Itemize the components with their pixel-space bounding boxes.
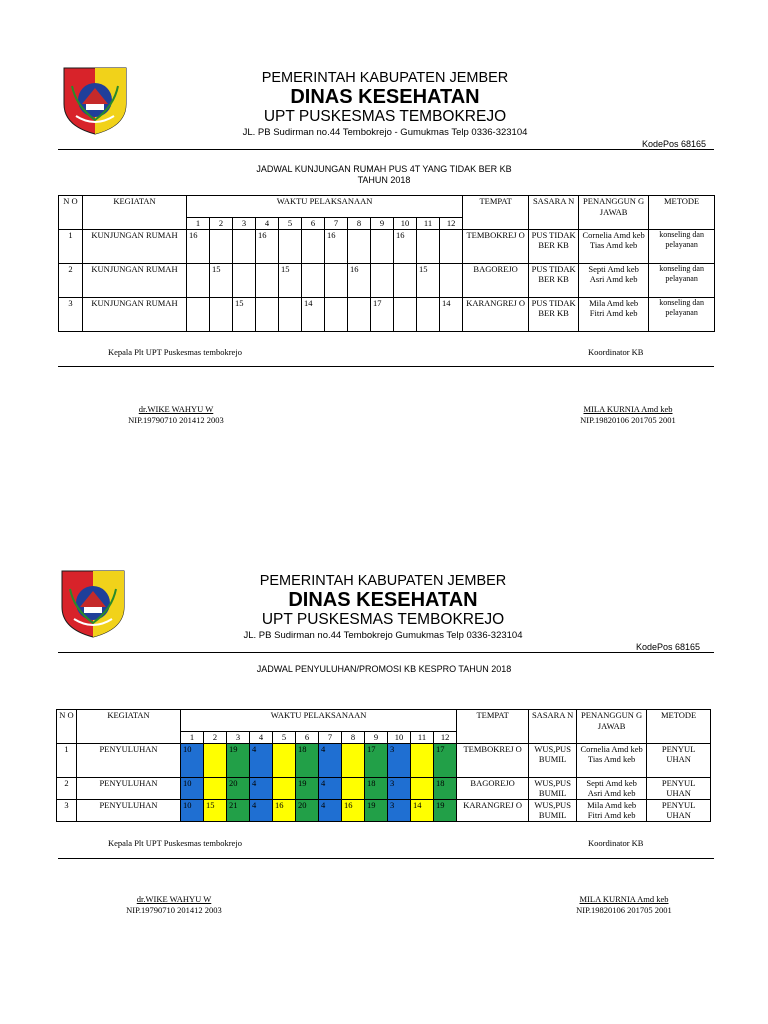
row-no: 3 (57, 799, 77, 821)
table-row (59, 229, 715, 263)
schedule-cell (394, 297, 417, 331)
row-sasaran: WUS,PUS BUMIL (529, 743, 577, 777)
schedule-cell: 19 (365, 799, 388, 821)
row-pj: Septi Amd keb Asri Amd keb (577, 777, 647, 799)
schedule-cell: 20 (227, 777, 250, 799)
month-7: 7 (319, 732, 342, 744)
header-metode: METODE (647, 710, 711, 744)
sign-right-name: MILA KURNIA Amd keb (583, 404, 673, 414)
address: JL. PB Sudirman no.44 Tembokrejo Gumukmas Telp 0336-323104 (243, 630, 523, 641)
header-divider (58, 149, 714, 150)
schedule-cell: 10 (181, 743, 204, 777)
schedule-cell: 16 (273, 799, 296, 821)
row-no: 2 (59, 263, 83, 297)
row-no: 1 (57, 743, 77, 777)
month-9: 9 (365, 732, 388, 744)
schedule-cell (325, 297, 348, 331)
header-sasaran: SASARA N (529, 196, 579, 230)
month-4: 4 (256, 218, 279, 230)
table-row (59, 263, 715, 297)
month-1: 1 (187, 218, 210, 230)
row-no: 2 (57, 777, 77, 799)
schedule-cell (417, 297, 440, 331)
header-sasaran: SASARA N (529, 710, 577, 744)
schedule-cell: 10 (181, 799, 204, 821)
row-sasaran: WUS,PUS BUMIL (529, 777, 577, 799)
month-6: 6 (296, 732, 319, 744)
month-10: 10 (388, 732, 411, 744)
row-tempat: BAGOREJO (457, 777, 529, 799)
schedule-cell (256, 297, 279, 331)
row-tempat: KARANGREJ O (463, 297, 529, 331)
letterhead (200, 70, 570, 139)
schedule-cell (411, 777, 434, 799)
schedule-cell: 17 (365, 743, 388, 777)
sign-right-title: Koordinator KB (588, 838, 644, 848)
row-kegiatan: KUNJUNGAN RUMAH (83, 263, 187, 297)
table-header-row (57, 710, 711, 732)
sign-right-nip: NIP.19820106 201705 2001 (580, 415, 676, 425)
header-waktu: WAKTU PELAKSANAAN (181, 710, 457, 732)
schedule-cell: 15 (417, 263, 440, 297)
month-5: 5 (273, 732, 296, 744)
schedule-cell (187, 263, 210, 297)
month-2: 2 (204, 732, 227, 744)
schedule-cell (325, 263, 348, 297)
schedule-cell (440, 263, 463, 297)
schedule-cell (302, 263, 325, 297)
table-row (57, 799, 711, 821)
row-pj: Cornelia Amd keb Tias Amd keb (577, 743, 647, 777)
schedule-cell: 4 (319, 799, 342, 821)
header-no: N O (59, 196, 83, 230)
schedule-cell (440, 229, 463, 263)
row-pj: Mila Amd keb Fitri Amd keb (577, 799, 647, 821)
schedule-cell (279, 229, 302, 263)
schedule-cell: 16 (187, 229, 210, 263)
header-pj: PENANGGUN G JAWAB (579, 196, 649, 230)
row-tempat: KARANGREJ O (457, 799, 529, 821)
row-sasaran: PUS TIDAK BER KB (529, 263, 579, 297)
schedule-cell: 16 (348, 263, 371, 297)
schedule-cell (233, 229, 256, 263)
row-tempat: TEMBOKREJ O (457, 743, 529, 777)
sign-right-block (544, 894, 704, 916)
month-11: 11 (417, 218, 440, 230)
schedule-cell: 3 (388, 743, 411, 777)
schedule-cell: 14 (302, 297, 325, 331)
signature-divider (58, 366, 714, 367)
schedule-cell: 4 (250, 799, 273, 821)
schedule-cell (279, 297, 302, 331)
table-row (57, 777, 711, 799)
row-pj: Cornelia Amd keb Tias Amd keb (579, 229, 649, 263)
gov-name: PEMERINTAH KABUPATEN JEMBER (261, 70, 509, 86)
row-kegiatan: PENYULUHAN (77, 799, 181, 821)
month-2: 2 (210, 218, 233, 230)
row-sasaran: PUS TIDAK BER KB (529, 297, 579, 331)
address: JL. PB Sudirman no.44 Tembokrejo - Gumukmas Telp 0336-323104 (242, 127, 528, 138)
schedule-cell: 15 (233, 297, 256, 331)
jember-emblem-icon (60, 569, 126, 639)
schedule-cell (204, 743, 227, 777)
row-metode: konseling dan pelayanan (649, 263, 715, 297)
schedule-cell (210, 229, 233, 263)
header-kegiatan: KEGIATAN (83, 196, 187, 230)
month-11: 11 (411, 732, 434, 744)
sign-left-nip: NIP.19790710 201412 2003 (126, 905, 222, 915)
month-8: 8 (348, 218, 371, 230)
header-waktu: WAKTU PELAKSANAAN (187, 196, 463, 218)
schedule-cell: 16 (256, 229, 279, 263)
schedule-cell: 18 (434, 777, 457, 799)
schedule-cell (348, 297, 371, 331)
schedule-cell (371, 263, 394, 297)
month-1: 1 (181, 732, 204, 744)
header-kegiatan: KEGIATAN (77, 710, 181, 744)
schedule-cell: 21 (227, 799, 250, 821)
dept-name: DINAS KESEHATAN (288, 589, 478, 611)
sign-right-title: Koordinator KB (588, 347, 644, 357)
schedule-cell: 3 (388, 799, 411, 821)
schedule-cell (348, 229, 371, 263)
schedule-cell: 15 (279, 263, 302, 297)
postal-code: KodePos 68165 (636, 642, 701, 652)
header-no: N O (57, 710, 77, 744)
letterhead (198, 573, 568, 642)
schedule-cell (302, 229, 325, 263)
month-4: 4 (250, 732, 273, 744)
schedule-cell (210, 297, 233, 331)
schedule-cell: 20 (296, 799, 319, 821)
schedule-cell: 16 (325, 229, 348, 263)
row-kegiatan: KUNJUNGAN RUMAH (83, 229, 187, 263)
schedule-cell: 10 (181, 777, 204, 799)
schedule-cell: 14 (440, 297, 463, 331)
month-8: 8 (342, 732, 365, 744)
header-metode: METODE (649, 196, 715, 230)
schedule-cell: 19 (434, 799, 457, 821)
schedule-cell: 15 (204, 799, 227, 821)
row-metode: PENYUL UHAN (647, 799, 711, 821)
month-5: 5 (279, 218, 302, 230)
gov-name: PEMERINTAH KABUPATEN JEMBER (259, 573, 507, 589)
schedule-cell (417, 229, 440, 263)
row-no: 1 (59, 229, 83, 263)
document-2 (0, 512, 768, 1024)
row-no: 3 (59, 297, 83, 331)
dept-name: DINAS KESEHATAN (290, 86, 480, 108)
sign-left-block (94, 894, 254, 916)
schedule-cell (411, 743, 434, 777)
schedule-cell (273, 743, 296, 777)
table-row (59, 297, 715, 331)
sign-left-name: dr.WIKE WAHYU W (136, 894, 212, 904)
schedule-cell: 18 (296, 743, 319, 777)
signature-divider (58, 858, 714, 859)
row-sasaran: PUS TIDAK BER KB (529, 229, 579, 263)
sign-left-nip: NIP.19790710 201412 2003 (128, 415, 224, 425)
schedule-cell (187, 297, 210, 331)
schedule-table (56, 709, 711, 822)
sign-left-name: dr.WIKE WAHYU W (138, 404, 214, 414)
month-6: 6 (302, 218, 325, 230)
month-12: 12 (440, 218, 463, 230)
schedule-cell (273, 777, 296, 799)
schedule-table (58, 195, 715, 332)
header-pj: PENANGGUN G JAWAB (577, 710, 647, 744)
schedule-cell (342, 743, 365, 777)
schedule-cell (233, 263, 256, 297)
row-metode: konseling dan pelayanan (649, 297, 715, 331)
month-9: 9 (371, 218, 394, 230)
sign-right-block (548, 404, 708, 426)
schedule-cell (394, 263, 417, 297)
row-tempat: BAGOREJO (463, 263, 529, 297)
header-divider (58, 652, 714, 653)
schedule-cell: 4 (319, 743, 342, 777)
row-kegiatan: PENYULUHAN (77, 777, 181, 799)
doc-title (0, 664, 768, 675)
unit-name: UPT PUSKESMAS TEMBOKREJO (261, 611, 505, 628)
header-tempat: TEMPAT (457, 710, 529, 744)
row-kegiatan: PENYULUHAN (77, 743, 181, 777)
row-pj: Mila Amd keb Fitri Amd keb (579, 297, 649, 331)
schedule-cell: 4 (319, 777, 342, 799)
schedule-cell: 19 (227, 743, 250, 777)
schedule-cell: 19 (296, 777, 319, 799)
schedule-cell: 17 (371, 297, 394, 331)
month-10: 10 (394, 218, 417, 230)
schedule-cell: 3 (388, 777, 411, 799)
sign-right-nip: NIP.19820106 201705 2001 (576, 905, 672, 915)
doc-title-line-1: JADWAL PENYULUHAN/PROMOSI KB KESPRO TAHUN 2018 (256, 664, 512, 674)
row-metode: konseling dan pelayanan (649, 229, 715, 263)
row-metode: PENYUL UHAN (647, 777, 711, 799)
month-3: 3 (227, 732, 250, 744)
row-metode: PENYUL UHAN (647, 743, 711, 777)
month-3: 3 (233, 218, 256, 230)
schedule-cell (256, 263, 279, 297)
doc-title (0, 164, 768, 186)
schedule-cell: 15 (210, 263, 233, 297)
row-tempat: TEMBOKREJ O (463, 229, 529, 263)
schedule-cell: 16 (394, 229, 417, 263)
doc-title-line-2: TAHUN 2018 (357, 175, 411, 185)
schedule-cell (371, 229, 394, 263)
schedule-cell: 4 (250, 777, 273, 799)
schedule-cell: 16 (342, 799, 365, 821)
row-kegiatan: KUNJUNGAN RUMAH (83, 297, 187, 331)
schedule-cell (204, 777, 227, 799)
table-row (57, 743, 711, 777)
schedule-cell: 4 (250, 743, 273, 777)
jember-emblem-icon (62, 66, 128, 136)
schedule-cell (342, 777, 365, 799)
sign-left-title: Kepala Plt UPT Puskesmas tembokrejo (108, 347, 242, 357)
sign-right-name: MILA KURNIA Amd keb (579, 894, 669, 904)
unit-name: UPT PUSKESMAS TEMBOKREJO (263, 108, 507, 125)
table-header-row (59, 196, 715, 218)
postal-code: KodePos 68165 (642, 139, 707, 149)
row-pj: Septi Amd keb Asri Amd keb (579, 263, 649, 297)
schedule-cell: 18 (365, 777, 388, 799)
month-12: 12 (434, 732, 457, 744)
doc-title-line-1: JADWAL KUNJUNGAN RUMAH PUS 4T YANG TIDAK BER KB (256, 164, 512, 174)
schedule-cell: 14 (411, 799, 434, 821)
sign-left-title: Kepala Plt UPT Puskesmas tembokrejo (108, 838, 242, 848)
schedule-cell: 17 (434, 743, 457, 777)
sign-left-block (96, 404, 256, 426)
month-7: 7 (325, 218, 348, 230)
row-sasaran: WUS,PUS BUMIL (529, 799, 577, 821)
header-tempat: TEMPAT (463, 196, 529, 230)
